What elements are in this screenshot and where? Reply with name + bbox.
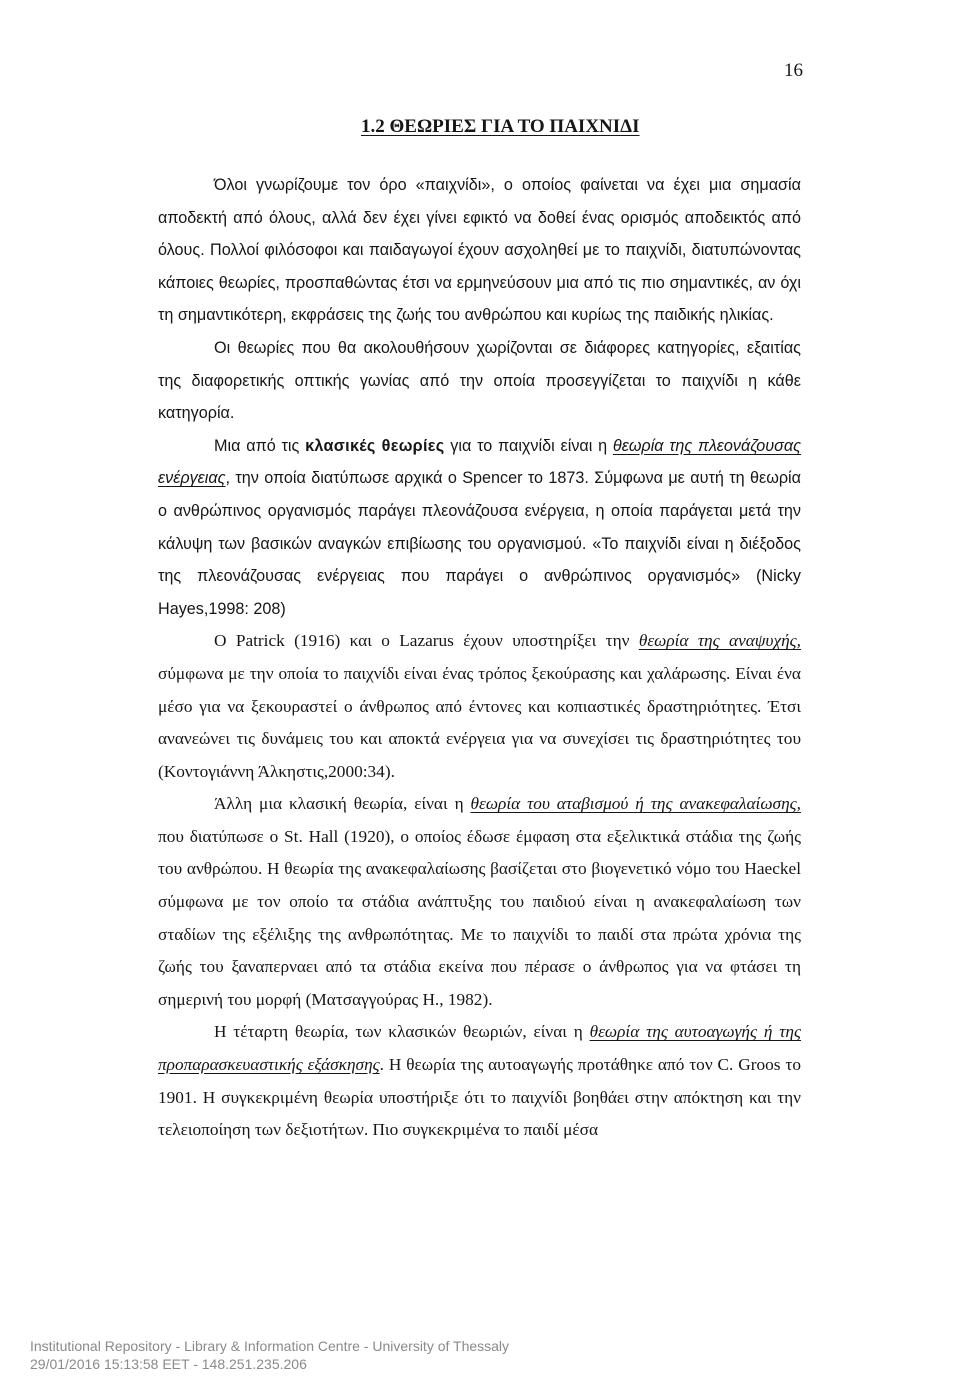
section-heading: 1.2 ΘΕΩΡΙΕΣ ΓΙΑ ΤΟ ΠΑΙΧΝΙΔΙ — [361, 116, 640, 137]
text-run: . Η θεωρία της αυτοαγωγής προτάθηκε από τον C. Groos το 1901. Η συγκεκριμένη θεωρία υποστήριξε ότι το παιχνίδι βοηθάει στην απόκτηση και την τελειοποίηση των δεξιοτήτων. Πιο συγκεκριμένα το παιδί μέσα — [158, 1055, 801, 1140]
paragraph-practice — [158, 1016, 801, 1146]
paragraph-intro: Όλοι γνωρίζουμε τον όρο «παιχνίδι», ο οποίος φαίνεται να έχει μια σημασία αποδεκτή από όλους, αλλά δεν έχει γίνει εφικτό να δοθεί ένας ορισμός αποδεικτός από όλους. Πολλοί φιλόσοφοι και παιδαγωγοί έχουν ασχοληθεί με το παιχνίδι, διατυπώνοντας κάποιες θεωρίες, προσπαθώντας έτσι να ερμηνεύσουν μια από τις πιο σημαντικές, αν όχι τη σημαντικότερη, εκφράσεις της ζωής του ανθρώπου και κυρίως της παιδικής ηλικίας. — [158, 176, 801, 325]
text-run: σύμφωνα με την οποία το παιχνίδι είναι ένας τρόπος ξεκούρασης και χαλάρωσης. Είναι ένα μέσο για να ξεκουραστεί ο άνθρωπος από έντονες και κοπιαστικές δραστηριότητες. Έτσι ανανεώνει τις δυνάμεις του και αποκτά ενέργεια για να συνεχίσει τις δραστηριότητες του (Κοντογιάννη Άλκηστις,2000:34). — [158, 663, 801, 781]
classic-theories-emphasis: κλασικές θεωρίες — [305, 436, 445, 455]
text-run: για το παιχνίδι είναι η — [444, 436, 613, 455]
text-run: που διατύπωσε ο St. Hall (1920), ο οποίος έδωσε έμφαση στα εξελικτικά στάδια της ζωής του ανθρώπου. Η θεωρία της ανακεφαλαίωσης βασίζεται στο βιογενετικό νόμο του Haeckel σύμφωνα με τον οποίο τα στάδια ανάπτυξης του παιδιού είναι η ανακεφαλαίωση των σταδίων της εξέλιξης της ανθρωπότητας. Με το παιχνίδι το παιδί στα πρώτα χρόνια της ζωής του ξαναπερναει από τα στάδια εκείνα που πέρασε ο άνθρωπος για να φτάσει τη σημερινή του μορφή (Ματσαγγούρας Η., 1982). — [158, 826, 801, 1009]
page-number: 16 — [784, 60, 803, 81]
text-run: Μια από τις — [214, 436, 306, 455]
text-run: Ο Patrick (1916) και ο Lazarus έχουν υποστηρίξει την — [214, 631, 639, 651]
footer-repository-line: Institutional Repository - Library & Information Centre - University of Thessaly — [30, 1338, 510, 1354]
text-run: Η τέταρτη θεωρία, των κλασικών θεωριών, είναι η — [214, 1022, 590, 1042]
paragraph-categories: Οι θεωρίες που θα ακολουθήσουν χωρίζονται σε διάφορες κατηγορίες, εξαιτίας της διαφορετικής οπτικής γωνίας από την οποία προσεγγίζεται το παιχνίδι η κάθε κατηγορία. — [158, 338, 801, 423]
document-body — [158, 169, 801, 1147]
theory-practice-term: θεωρία της αυτοαγωγής ή της προπαρασκευαστικής εξάσκησης — [158, 1022, 801, 1075]
theory-recapitulation-term: θεωρία του αταβισμού ή της ανακεφαλαίωσης, — [470, 794, 801, 814]
paragraph-recreation — [158, 625, 801, 788]
paragraph-recapitulation — [158, 788, 801, 1016]
theory-surplus-energy-term: θεωρία της πλεονάζουσας ενέργειας — [158, 436, 801, 488]
footer-timestamp-line: 29/01/2016 15:13:58 EET - 148.251.235.206 — [30, 1356, 307, 1372]
repository-footer — [30, 1337, 509, 1373]
paragraph-surplus-energy — [158, 430, 801, 626]
text-run: Άλλη μια κλασική θεωρία, είναι η — [214, 794, 471, 814]
theory-recreation-term: θεωρία της αναψυχής, — [638, 631, 801, 651]
text-run: , την οποία διατύπωσε αρχικά ο Spencer το 1873. Σύμφωνα με αυτή τη θεωρία ο ανθρώπινος οργανισμός παράγει πλεονάζουσα ενέργεια, η οποία παράγεται μετά την κάλυψη των βασικών αναγκών επιβίωσης του οργανισμού. «Το παιχνίδι είναι η διέξοδος της πλεονάζουσας ενέργειας που παράγει ο ανθρώπινος οργανισμός» (Nicky Hayes,1998: 208) — [158, 469, 801, 618]
